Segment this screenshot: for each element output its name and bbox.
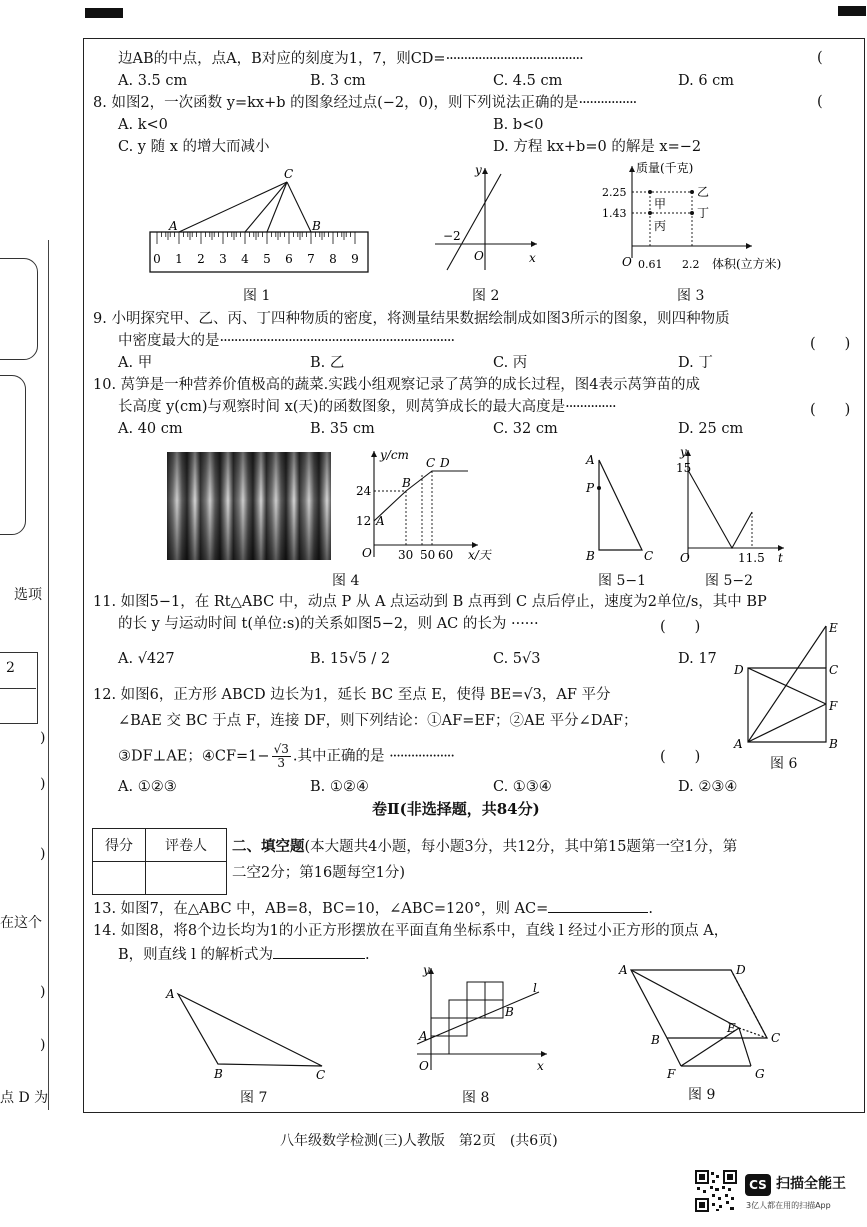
q9-paren: ( ) — [810, 336, 851, 352]
fig1-tick-1: 1 — [175, 252, 183, 266]
fig1-tick-6: 6 — [285, 252, 293, 266]
fig3-point-bing: 丙 — [654, 219, 667, 233]
fig1-tick-2: 2 — [197, 252, 205, 266]
fig6-label-b: B — [829, 737, 838, 751]
q14-line2: B，则直线 l 的解析式为 . — [118, 944, 370, 964]
fig3-origin: O — [622, 255, 632, 269]
left-rounded-box-2 — [0, 375, 26, 535]
fig51-label-c: C — [644, 549, 654, 563]
fig1-tick-8: 8 — [329, 252, 337, 266]
q7-option-a: A. 3.5 cm — [118, 73, 188, 89]
fig52-caption: 图 5−2 — [705, 573, 753, 589]
fig7-label-a: A — [166, 987, 175, 1001]
left-fragment-2: 2 — [6, 660, 15, 676]
q12-line2: ∠BAE 交 BC 于点 F，连接 DF，则下列结论：①AF=EF；②AE 平分∠DAF； — [118, 713, 638, 729]
q11-option-c: C. 5√3 — [493, 651, 541, 667]
left-fragment-paren-5: ) — [40, 1037, 46, 1053]
fig1-caption: 图 1 — [243, 288, 271, 304]
q13-text: 13. 如图7，在△ABC 中，AB=8，BC=10，∠ABC=120°，则 AC= . — [93, 898, 653, 918]
fig8-caption: 图 8 — [462, 1090, 490, 1106]
q10-line2: 长高度 y(cm)与观察时间 x(天)的函数图象，则莴笋成长的最大高度是·············· — [118, 399, 616, 415]
top-bar-left — [85, 8, 123, 18]
fig6-label-c: C — [829, 663, 839, 677]
score-header: 得分 — [93, 829, 146, 862]
fig4-label-d: D — [440, 456, 450, 470]
fig2-label-x: x — [529, 251, 536, 265]
q12-line1: 12. 如图6，正方形 ABCD 边长为1，延长 BC 至点 E，使得 BE=√3，AF 平分 — [93, 687, 611, 703]
left-fragment-paren-3: ) — [40, 846, 46, 862]
fig8-origin: O — [419, 1059, 429, 1073]
scanner-app-icon: CS — [745, 1174, 771, 1196]
fig4-xtick-50: 50 — [420, 548, 436, 562]
fig7-label-b: B — [214, 1067, 223, 1080]
fig9-label-b: B — [651, 1033, 660, 1047]
fig9-label-d: D — [736, 963, 746, 977]
q12-frac-den: 3 — [277, 756, 286, 770]
q12-option-c: C. ①③④ — [493, 779, 552, 795]
section-2-title: 卷Ⅱ(非选择题，共84分) — [372, 800, 540, 818]
figure-5-2-graph — [672, 440, 792, 568]
q13-answer-blank[interactable] — [548, 898, 648, 913]
fill-section-line1: 二、填空题(本大题共4小题，每小题3分，共12分，其中第15题第一空1分，第 — [232, 838, 738, 855]
fig1-tick-5: 5 — [263, 252, 271, 266]
fig8-label-y: y — [423, 963, 430, 977]
qr-code-icon — [695, 1170, 737, 1212]
fig8-label-a: A — [419, 1029, 428, 1043]
fig3-point-yi: 乙 — [697, 185, 710, 199]
fig4-xtick-30: 30 — [398, 548, 414, 562]
q10-line1: 10. 莴笋是一种营养价值极高的蔬菜.实践小组观察记录了莴笋的成长过程，图4表示莴笋苗的成 — [93, 377, 700, 393]
left-fragment-paren-2: ) — [40, 776, 46, 792]
q11-paren: ( ) — [660, 619, 701, 635]
fig52-origin: O — [680, 551, 690, 565]
fig6-label-f: F — [829, 699, 838, 713]
fig3-xlabel: 体积(立方米) — [712, 257, 782, 271]
score-cell[interactable] — [93, 862, 146, 895]
q10-option-d: D. 25 cm — [678, 421, 744, 437]
q7-option-d: D. 6 cm — [678, 73, 735, 89]
q11-line1: 11. 如图5−1，在 Rt△ABC 中，动点 P 从 A 点运动到 B 点再到 C 点后停止，速度为2单位/s，其中 BP — [93, 594, 767, 610]
scanner-app-slogan: 3亿人都在用的扫描App — [746, 1201, 831, 1210]
fig4-ytick-24: 24 — [356, 484, 372, 498]
q8-option-a: A. k<0 — [118, 117, 168, 133]
fig52-label-115: 11.5 — [738, 551, 765, 565]
left-fragment-paren-4: ) — [40, 984, 46, 1000]
fig6-label-a: A — [734, 737, 743, 751]
q12-option-d: D. ②③④ — [678, 779, 738, 795]
fig3-point-ding: 丁 — [697, 206, 710, 220]
fig3-ylabel: 质量(千克) — [636, 161, 694, 175]
q11-line2: 的长 y 与运动时间 t(单位:s)的关系如图5−2，则 AC 的长为 ······ — [118, 616, 539, 632]
q9-option-a: A. 甲 — [118, 355, 153, 371]
grader-header: 评卷人 — [146, 829, 227, 862]
q9-option-c: C. 丙 — [493, 355, 528, 371]
figure-4-growth-graph — [350, 445, 500, 570]
fig3-ytick-143: 1.43 — [602, 207, 627, 220]
left-fragment-text-1: 在这个 — [0, 915, 42, 931]
q7-paren: ( — [817, 50, 823, 66]
fig4-caption: 图 4 — [332, 573, 360, 589]
fill-section-line2: 二空2分；第16题每空1分) — [232, 865, 406, 881]
left-fragment-text-2: 点 D 为 — [0, 1090, 49, 1106]
figure-5-1-triangle — [582, 448, 662, 568]
q8-paren: ( — [817, 94, 823, 110]
left-fragment-paren-1: ) — [40, 730, 46, 746]
fig6-label-e: E — [829, 621, 838, 635]
fig9-label-a: A — [619, 963, 628, 977]
fig8-label-l: l — [533, 981, 537, 995]
fig9-label-f: F — [667, 1067, 676, 1081]
figure-9-parallelogram — [615, 958, 790, 1083]
fig4-origin: O — [362, 546, 372, 560]
fig1-label-c: C — [284, 167, 294, 181]
fig1-tick-0: 0 — [153, 252, 161, 266]
left-vertical-rule — [48, 240, 49, 1110]
fig4-ylabel: y/cm — [380, 448, 409, 462]
q14-answer-blank[interactable] — [273, 944, 365, 959]
fig4-xlabel: x/天 — [468, 548, 491, 562]
fig8-label-b: B — [505, 1005, 514, 1019]
fig6-caption: 图 6 — [770, 756, 798, 772]
fig9-label-g: G — [755, 1067, 765, 1081]
q8-text: 8. 如图2，一次函数 y=kx+b 的图象经过点(−2，0)，则下列说法正确的是················ — [93, 95, 637, 111]
fig6-label-d: D — [734, 663, 744, 677]
fig1-label-a: A — [169, 219, 178, 233]
figure-3-density-graph — [600, 158, 815, 278]
q9-option-b: B. 乙 — [310, 355, 345, 371]
fig4-label-c: C — [426, 456, 436, 470]
fig3-xtick-061: 0.61 — [638, 258, 663, 271]
q8-option-d: D. 方程 kx+b=0 的解是 x=−2 — [493, 139, 702, 155]
q12-paren: ( ) — [660, 749, 701, 765]
left-fragment-options: 选项 — [14, 587, 42, 603]
q7-option-b: B. 3 cm — [310, 73, 366, 89]
fig2-label-o: O — [474, 249, 484, 263]
fig7-label-c: C — [316, 1068, 326, 1080]
fig1-tick-9: 9 — [351, 252, 359, 266]
fig2-label-y: y — [475, 163, 482, 177]
left-rounded-box-1 — [0, 258, 38, 360]
fig51-caption: 图 5−1 — [598, 573, 646, 589]
q9-line1: 9. 小明探究甲、乙、丙、丁四种物质的密度，将测量结果数据绘制成如图3所示的图象，则四种物质 — [93, 311, 730, 327]
fig8-label-x: x — [537, 1059, 544, 1073]
fig1-tick-4: 4 — [241, 252, 249, 266]
fig51-label-a: A — [586, 453, 595, 467]
fig1-tick-7: 7 — [307, 252, 315, 266]
fig4-ytick-12: 12 — [356, 514, 372, 528]
q14-line1: 14. 如图8，将8个边长均为1的小正方形摆放在平面直角坐标系中，直线 l 经过小正方形的顶点 A， — [93, 923, 729, 939]
fig51-label-p: P — [586, 481, 595, 495]
fig2-caption: 图 2 — [472, 288, 500, 304]
fig2-label-minus2: −2 — [443, 229, 461, 243]
fig4-label-b: B — [402, 476, 411, 490]
fig4-xtick-60: 60 — [438, 548, 454, 562]
q10-option-b: B. 35 cm — [310, 421, 375, 437]
fig1-label-b: B — [312, 219, 321, 233]
fig9-label-e: E — [727, 1021, 736, 1035]
q9-option-d: D. 丁 — [678, 355, 713, 371]
q11-option-d: D. 17 — [678, 651, 717, 667]
fig52-label-y: y — [680, 445, 687, 459]
top-bar-right — [838, 6, 866, 16]
fig3-ytick-225: 2.25 — [602, 186, 627, 199]
grader-cell[interactable] — [146, 862, 227, 895]
q8-option-b: B. b<0 — [493, 117, 544, 133]
fig4-label-a: A — [376, 514, 385, 528]
figure-8-squares — [405, 960, 555, 1080]
q11-option-b: B. 15√5 / 2 — [310, 651, 391, 667]
q12-option-b: B. ①②④ — [310, 779, 369, 795]
q8-option-c: C. y 随 x 的增大而减小 — [118, 139, 270, 155]
page-footer: 八年级数学检测(三)人教版 第2页 (共6页) — [280, 1133, 558, 1149]
fig3-caption: 图 3 — [677, 288, 705, 304]
figure-6-square — [730, 618, 845, 753]
figure-1-ruler-triangle — [145, 160, 375, 280]
score-table — [92, 828, 227, 895]
fig3-xtick-22: 2.2 — [682, 258, 700, 271]
q9-line2: 中密度最大的是································································· — [118, 333, 455, 349]
fig51-label-b: B — [586, 549, 595, 563]
fig9-label-c: C — [771, 1031, 781, 1045]
lettuce-photo — [167, 452, 331, 560]
fig9-caption: 图 9 — [688, 1087, 716, 1103]
fig7-caption: 图 7 — [240, 1090, 268, 1106]
q11-option-a: A. √427 — [118, 651, 175, 667]
figure-7-triangle — [160, 980, 340, 1080]
q10-paren: ( ) — [810, 402, 851, 418]
q12-option-a: A. ①②③ — [118, 779, 177, 795]
fig52-label-15: 15 — [676, 461, 692, 475]
q10-option-a: A. 40 cm — [118, 421, 183, 437]
q7-option-c: C. 4.5 cm — [493, 73, 563, 89]
left-box-divider — [0, 688, 36, 689]
q7-text: 边AB的中点，点A，B对应的刻度为1，7，则CD=······································ — [118, 51, 583, 67]
fig1-tick-3: 3 — [219, 252, 227, 266]
scanner-app-name: 扫描全能王 — [776, 1176, 846, 1192]
q12-line3: ③DF⊥AE；④CF=1− $\frac{√3}{3}$ .其中正确的是 ·················· — [118, 742, 455, 770]
figure-2-linear-graph — [425, 160, 545, 275]
q10-option-c: C. 32 cm — [493, 421, 558, 437]
fig52-label-t: t — [778, 551, 783, 565]
q12-frac-num: √3 — [273, 742, 289, 756]
fig3-point-jia: 甲 — [654, 197, 667, 211]
